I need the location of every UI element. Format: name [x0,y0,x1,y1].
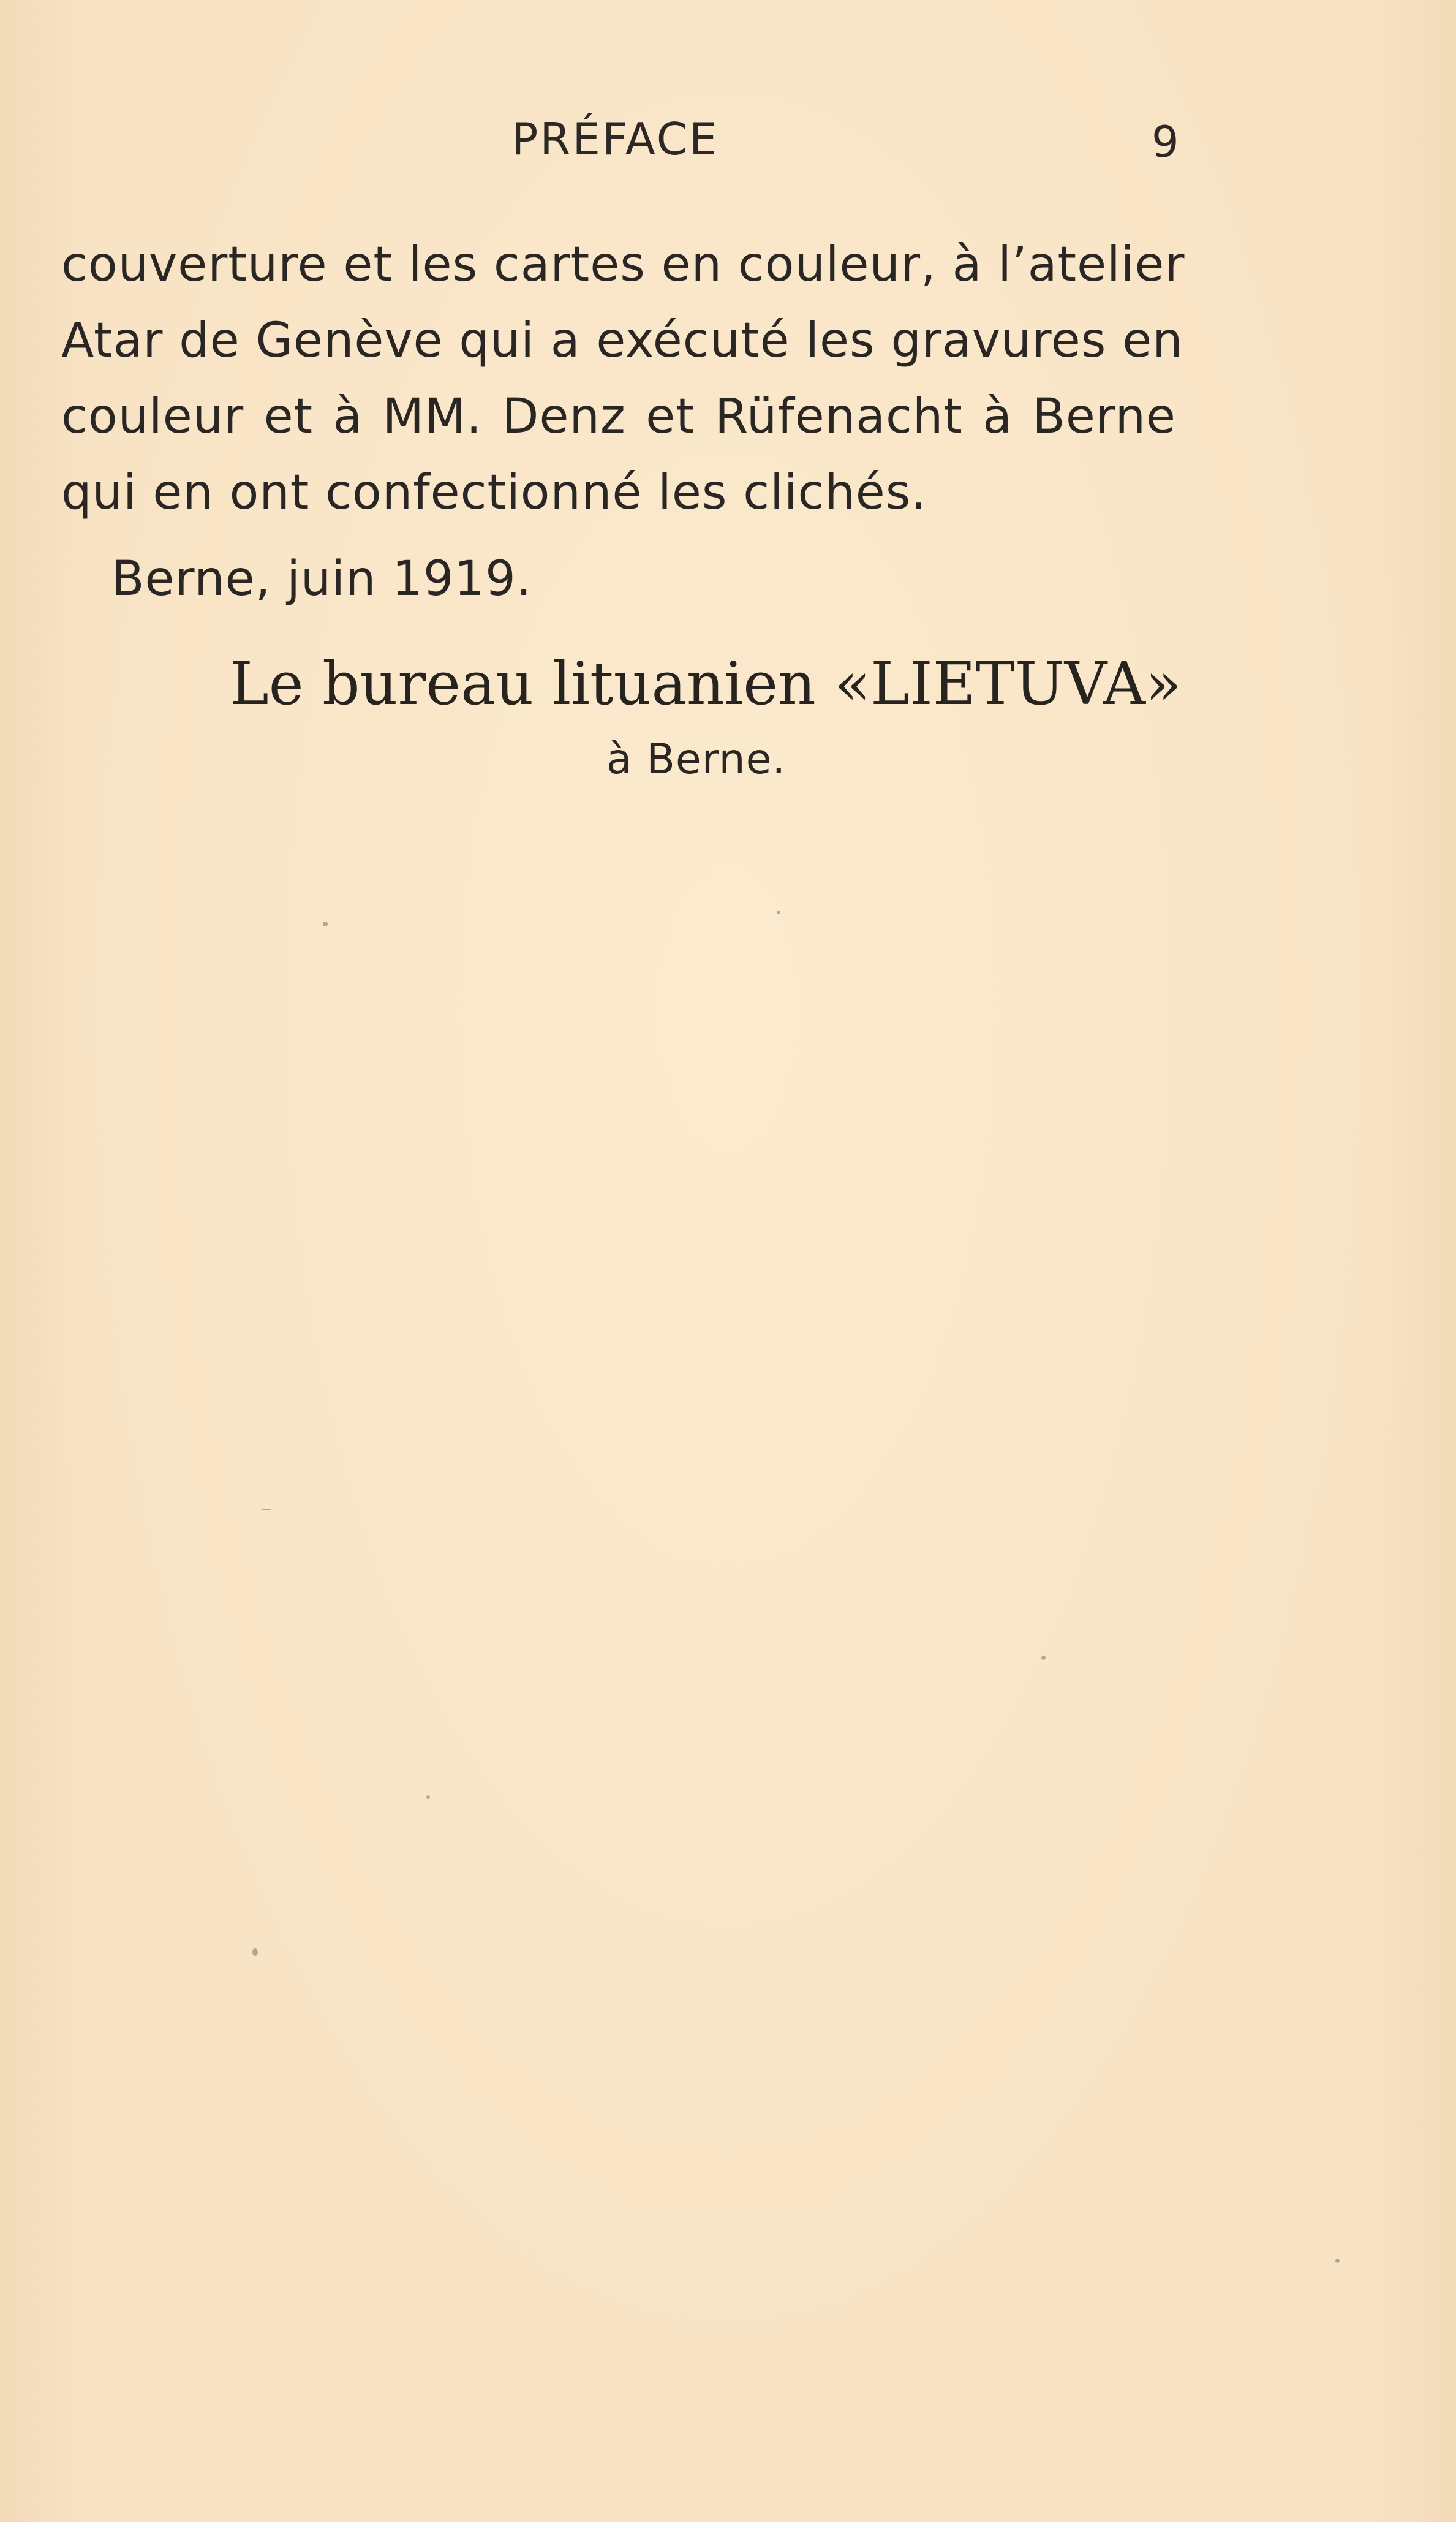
body-line: couverture et les cartes en couleur, à l’atelier [61,237,1185,292]
paper-speck [262,1509,271,1510]
dateline: Berne, juin 1919. [111,551,532,607]
signature-name: Le bureau lituanien «LIETUVA» [230,649,1182,718]
paper-speck [252,1948,258,1956]
signature-place: à Berne. [606,735,786,784]
running-head [0,113,1456,175]
body-line: Atar de Genève qui a exécuté les gravures en [61,313,1183,368]
paper-speck [426,1795,430,1799]
page-number: 9 [1152,117,1179,167]
paper-speck [323,922,328,926]
paper-speck [1041,1656,1046,1660]
body-paragraph [61,227,1185,531]
paper-speck [777,911,780,914]
body-line: qui en ont confectionné les clichés. [61,465,927,520]
running-title: PRÉFACE [511,113,719,165]
paper-speck [1335,2259,1340,2263]
body-line: couleur et à MM. Denz et Rüfenacht à Berne [61,389,1176,444]
